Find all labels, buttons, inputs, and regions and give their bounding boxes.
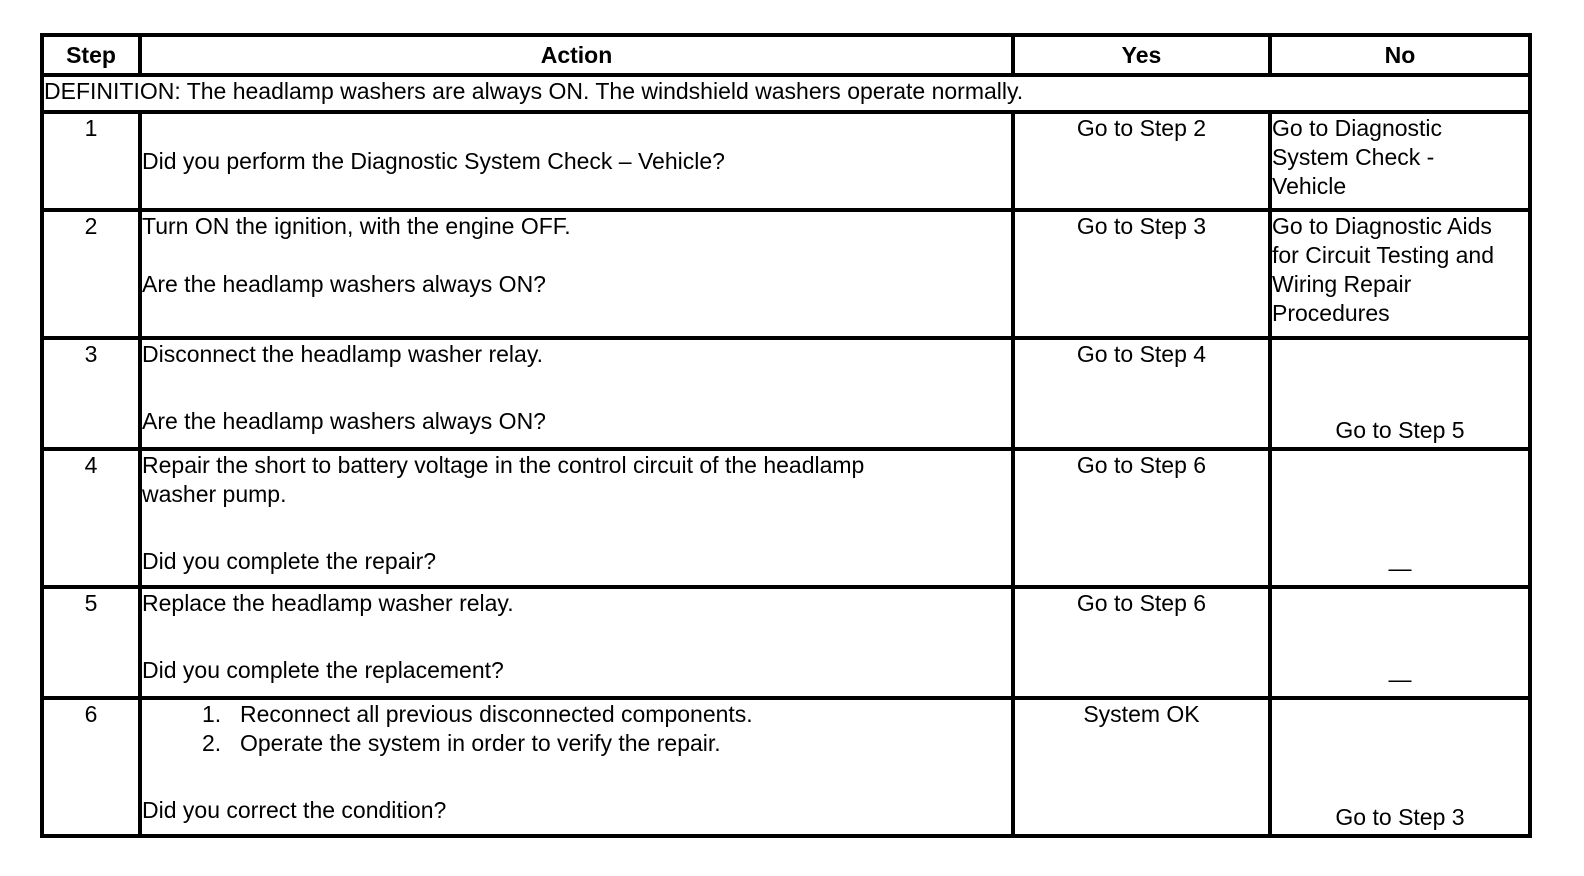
action-question: Are the headlamp washers always ON? [142,408,546,434]
no-line: Wiring Repair [1272,271,1412,297]
action-line: Repair the short to battery voltage in the control circuit of the headlamp [142,452,865,478]
list-item [202,700,1011,729]
action-line: Turn ON the ignition, with the engine OFF. [142,213,571,239]
no-cell: — [1270,587,1530,698]
action-question: Did you correct the condition? [142,797,447,823]
no-line: System Check - [1272,144,1435,170]
header-row [42,35,1530,75]
step-number: 1 [42,112,140,210]
action-cell [140,210,1013,338]
action-question: Are the headlamp washers always ON? [142,271,546,297]
step-number: 4 [42,449,140,587]
action-question: Did you complete the repair? [142,548,437,574]
no-cell: — [1270,449,1530,587]
yes-cell: System OK [1013,698,1270,836]
definition-row [42,75,1530,112]
table-row [42,338,1530,449]
no-cell [1270,210,1530,338]
action-question: Did you complete the replacement? [142,657,504,683]
header-no: No [1270,35,1530,75]
substep-list [142,700,1011,758]
no-cell: Go to Step 5 [1270,338,1530,449]
no-line: Go to Diagnostic Aids [1272,213,1492,239]
substep-text: Reconnect all previous disconnected components. [240,701,753,727]
action-cell [140,449,1013,587]
action-line: Disconnect the headlamp washer relay. [142,341,544,367]
yes-cell: Go to Step 2 [1013,112,1270,210]
yes-cell: Go to Step 4 [1013,338,1270,449]
action-cell [140,587,1013,698]
no-cell: Go to Step 3 [1270,698,1530,836]
action-line: Did you perform the Diagnostic System Check – Vehicle? [142,147,725,174]
action-line: Replace the headlamp washer relay. [142,590,514,616]
no-line: Go to Diagnostic [1272,115,1443,141]
list-item [202,729,1011,758]
step-number: 2 [42,210,140,338]
action-cell [140,338,1013,449]
header-step: Step [42,35,140,75]
action-cell [140,112,1013,210]
definition-text: DEFINITION: The headlamp washers are always ON. The windshield washers operate normally. [42,75,1530,112]
substep-number: 2. [202,730,222,756]
no-line: Procedures [1272,300,1390,326]
no-cell [1270,112,1530,210]
yes-cell: Go to Step 6 [1013,587,1270,698]
no-line: for Circuit Testing and [1272,242,1495,268]
step-number: 5 [42,587,140,698]
substep-text: Operate the system in order to verify the repair. [240,730,721,756]
no-line: Vehicle [1272,173,1347,199]
table-row [42,587,1530,698]
diagnostic-table [40,33,1532,838]
table-row [42,449,1530,587]
header-action: Action [140,35,1013,75]
table-row [42,210,1530,338]
table-row [42,112,1530,210]
header-yes: Yes [1013,35,1270,75]
step-number: 6 [42,698,140,836]
yes-cell: Go to Step 3 [1013,210,1270,338]
step-number: 3 [42,338,140,449]
action-line: washer pump. [142,481,287,507]
table-row [42,698,1530,836]
action-cell [140,698,1013,836]
substep-number: 1. [202,701,222,727]
yes-cell: Go to Step 6 [1013,449,1270,587]
